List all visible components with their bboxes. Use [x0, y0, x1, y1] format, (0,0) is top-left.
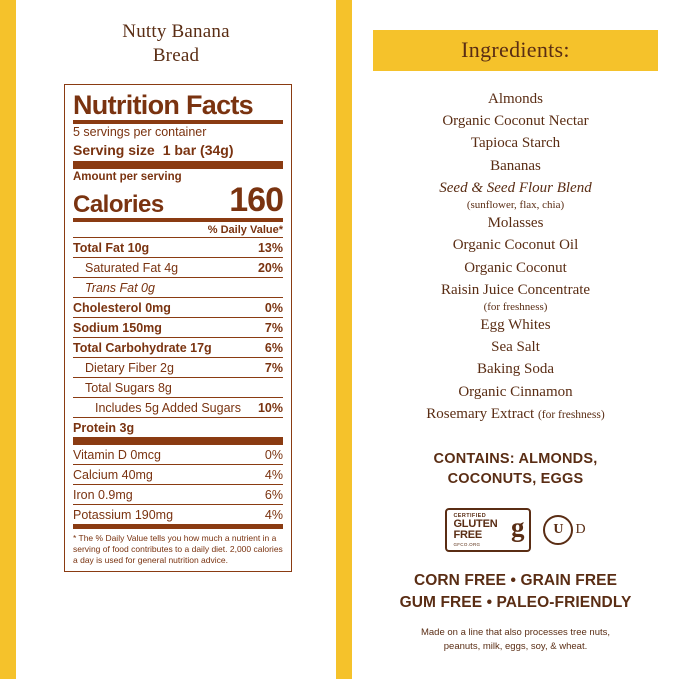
list-item [364, 381, 667, 403]
daily-value-footnote: * The % Daily Value tells you how much a nutrient in a serving of food contributes to a daily diet. 2,000 calories a day is used for general nutrition advice. [73, 533, 283, 565]
list-item [364, 358, 667, 380]
list-item [364, 212, 667, 234]
kosher-u-icon: U [543, 515, 573, 545]
ingredients-panel [352, 0, 679, 679]
table-row [73, 358, 283, 378]
serving-size-value: 1 bar (34g) [162, 142, 234, 159]
ingredient-text: Organic Coconut Nectar [442, 113, 589, 130]
list-item [364, 88, 667, 110]
list-item [364, 199, 667, 212]
ingredient-note: (for freshness) [537, 408, 605, 421]
nutrient-name: Saturated Fat 4g [85, 260, 179, 275]
nutrient-name: Potassium 190mg [73, 507, 174, 522]
table-row [73, 418, 283, 437]
servings-per-container: 5 servings per container [73, 125, 207, 140]
ingredient-text: (sunflower, flax, chia) [466, 198, 565, 211]
contains-line1: CONTAINS: ALMONDS, [433, 451, 598, 467]
claims-line2: GUM FREE • PALEO-FRIENDLY [399, 593, 632, 611]
nutrient-name: Protein 3g [73, 420, 135, 435]
list-item [364, 110, 667, 132]
list-item [364, 403, 667, 425]
ingredients-banner [373, 30, 658, 71]
contains-line2: COCONUTS, EGGS [447, 470, 584, 487]
nutrient-dv: 13% [257, 240, 283, 255]
calories-value: 160 [229, 181, 283, 220]
nutrient-name: Total Fat 10g [73, 240, 150, 255]
ingredient-text: Bananas [490, 157, 541, 174]
nutrient-name: Dietary Fiber 2g [85, 360, 174, 375]
ingredient-text: Almonds [487, 91, 543, 107]
table-row [73, 338, 283, 358]
nutrient-name: Trans Fat 0g [85, 280, 155, 295]
nutrition-panel [16, 0, 336, 679]
table-row [73, 298, 283, 318]
nutrient-name: Sodium 150mg [73, 320, 162, 335]
list-item [364, 279, 667, 301]
ingredient-text: Rosemary Extract [426, 405, 535, 422]
list-item [364, 155, 667, 177]
ingredient-text: Raisin Juice Concentrate [440, 281, 591, 298]
ingredient-text: (for freshness) [483, 300, 548, 313]
calories-label: Calories [73, 191, 164, 219]
disclaimer-line2: peanuts, milk, eggs, soy, & wheat. [443, 640, 588, 652]
gluten-free-certified-icon [445, 508, 531, 552]
ingredient-text: Organic Cinnamon [458, 383, 573, 400]
nutrient-name: Calcium 40mg [73, 467, 153, 482]
list-item [364, 257, 667, 279]
ingredient-text: Organic Coconut [464, 259, 567, 276]
list-item [364, 234, 667, 256]
table-row [73, 318, 283, 338]
product-title-line1: Nutty Banana [122, 21, 230, 42]
table-row [73, 278, 283, 298]
list-item [364, 132, 667, 154]
table-row [73, 238, 283, 258]
list-item [364, 301, 667, 314]
nutrient-name: Cholesterol 0mg [73, 300, 171, 315]
table-row [73, 258, 283, 278]
gf-line2: FREE [453, 529, 482, 542]
nutrient-name: Total Carbohydrate 17g [73, 340, 212, 355]
divider [73, 161, 283, 169]
list-item [364, 314, 667, 336]
nutrition-facts-panel [64, 84, 292, 572]
table-row [73, 505, 283, 525]
product-title-line2: Bread [152, 44, 200, 66]
calories-row [73, 183, 283, 218]
kosher-d-label: D [575, 522, 586, 538]
manufacturing-disclaimer [374, 626, 657, 654]
nutrient-dv: 4% [264, 507, 283, 522]
gf-org-label: GFCO.ORG [453, 542, 481, 548]
nutrient-name: Iron 0.9mg [73, 487, 133, 502]
table-row [73, 465, 283, 485]
nutrition-facts-heading: Nutrition Facts [73, 90, 254, 120]
table-row [73, 378, 283, 398]
nutrient-dv: 10% [257, 400, 283, 415]
divider [73, 437, 283, 445]
nutrient-name: Total Sugars 8g [85, 380, 172, 395]
table-row [73, 398, 283, 418]
ingredients-heading: Ingredients: [461, 37, 570, 62]
gf-line1: GLUTEN [453, 518, 498, 530]
ingredient-text: Egg Whites [480, 317, 551, 334]
serving-size-label: Serving size [73, 142, 155, 159]
claims-line1: CORN FREE • GRAIN FREE [413, 572, 618, 589]
ingredient-text: Seed & Seed Flour Blend [439, 179, 592, 196]
table-row [73, 445, 283, 465]
nutrient-name: Includes 5g Added Sugars [95, 400, 241, 415]
nutrient-dv: 7% [264, 320, 283, 335]
ingredient-text: Baking Soda [476, 361, 555, 378]
amount-per-serving-label: Amount per serving [73, 171, 182, 184]
allergen-contains-statement [364, 450, 667, 489]
disclaimer-line1: Made on a line that also processes tree nuts, [420, 627, 611, 638]
serving-size-row [73, 141, 283, 161]
ingredient-text: Molasses [487, 215, 544, 232]
product-claims [364, 570, 667, 613]
certification-badges [364, 508, 667, 552]
gf-certified-label: CERTIFIED [453, 513, 487, 519]
table-row [73, 485, 283, 505]
ingredients-list [364, 88, 667, 425]
list-item [364, 177, 667, 199]
ingredient-text: Tapioca Starch [470, 135, 561, 152]
nutrient-dv: 20% [257, 260, 283, 275]
ingredient-text: Organic Coconut Oil [452, 237, 579, 254]
nutrient-dv: 6% [264, 340, 283, 355]
nutrient-name: Vitamin D 0mcg [73, 447, 161, 462]
nutrient-dv: 4% [264, 467, 283, 482]
gf-g-mark-icon: g [510, 512, 525, 542]
ingredient-text: Sea Salt [491, 339, 540, 356]
nutrient-dv: 6% [264, 487, 283, 502]
page-title [16, 20, 336, 68]
daily-value-header: % Daily Value* [207, 224, 283, 237]
nutrient-dv: 0% [264, 300, 283, 315]
list-item [364, 336, 667, 358]
kosher-ud-icon [543, 515, 585, 545]
nutrient-dv: 0% [264, 447, 283, 462]
nutrient-dv: 7% [264, 360, 283, 375]
